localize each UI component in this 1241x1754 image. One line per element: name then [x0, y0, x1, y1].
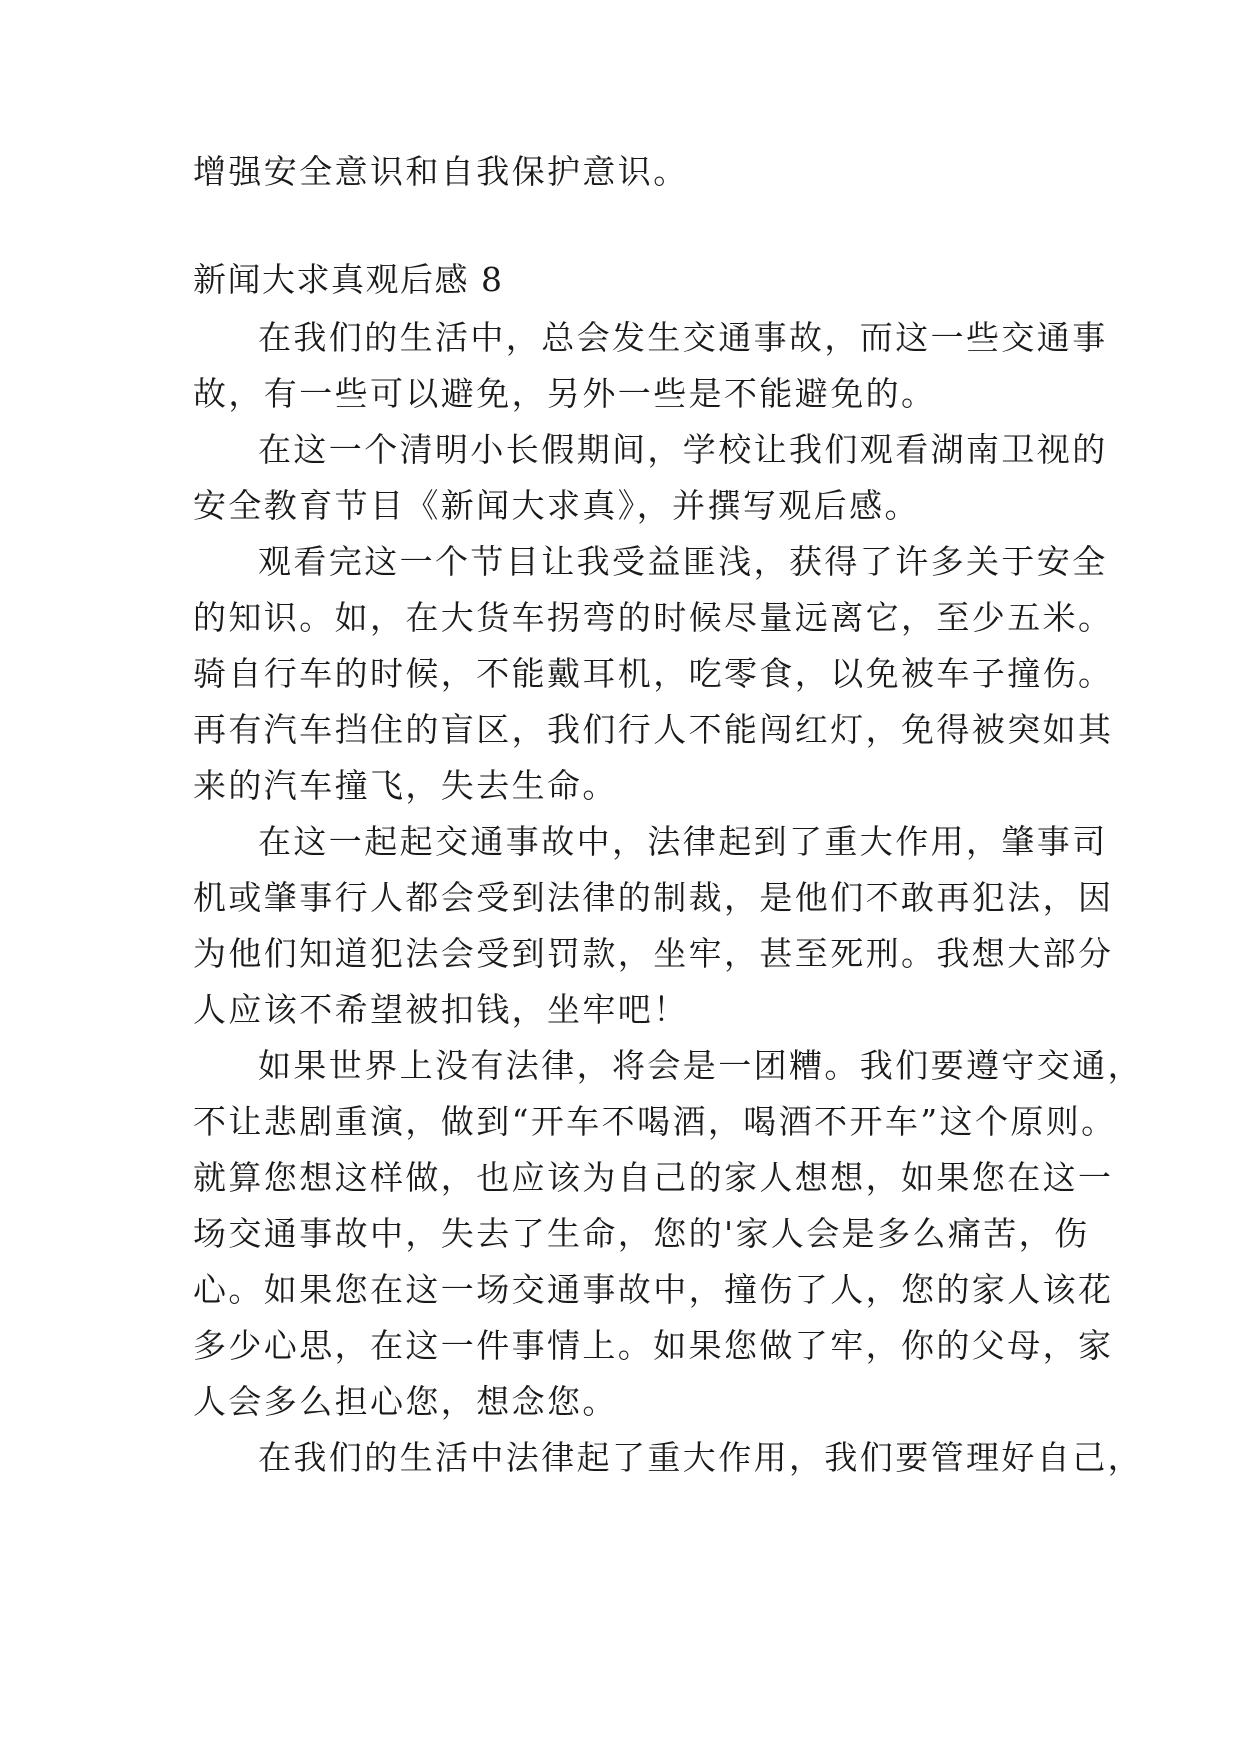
paragraph-line: 不让悲剧重演，做到“开车不喝酒，喝酒不开车”这个原则。	[193, 1102, 1117, 1141]
paragraph-line: 再有汽车挡住的盲区，我们行人不能闯红灯，免得被突如其	[193, 710, 1114, 749]
paragraph-line: 在我们的生活中，总会发生交通事故，而这一些交通事	[258, 318, 1108, 357]
section-title: 新闻大求真观后感 8	[193, 260, 504, 299]
paragraph-line: 如果世界上没有法律，将会是一团糟。我们要遵守交通，	[258, 1046, 1143, 1085]
paragraph-line: 安全教育节目《新闻大求真》，并撰写观后感。	[193, 486, 920, 525]
paragraph-line: 人应该不希望被扣钱，坐牢吧！	[193, 990, 689, 1029]
paragraph-line: 心。如果您在这一场交通事故中，撞伤了人，您的家人该花	[193, 1270, 1114, 1309]
paragraph-line: 故，有一些可以避免，另外一些是不能避免的。	[193, 374, 937, 413]
paragraph-line: 人会多么担心您，想念您。	[193, 1382, 618, 1421]
paragraph-line: 机或肇事行人都会受到法律的制裁，是他们不敢再犯法，因	[193, 878, 1114, 917]
paragraph-line: 在我们的生活中法律起了重大作用，我们要管理好自己，	[258, 1438, 1143, 1477]
paragraph-line: 在这一个清明小长假期间，学校让我们观看湖南卫视的	[258, 430, 1108, 469]
paragraph-line: 的知识。如，在大货车拐弯的时候尽量远离它，至少五米。	[193, 598, 1114, 637]
paragraph-line: 就算您想这样做，也应该为自己的家人想想，如果您在这一	[193, 1158, 1114, 1197]
paragraph-line: 观看完这一个节目让我受益匪浅，获得了许多关于安全	[258, 542, 1108, 581]
paragraph-line: 增强安全意识和自我保护意识。	[193, 152, 689, 191]
paragraph-line: 来的汽车撞飞，失去生命。	[193, 766, 618, 805]
paragraph-line: 多少心思，在这一件事情上。如果您做了牢，你的父母，家	[193, 1326, 1114, 1365]
paragraph-line: 骑自行车的时候，不能戴耳机，吃零食，以免被车子撞伤。	[193, 654, 1114, 693]
paragraph-line: 为他们知道犯法会受到罚款，坐牢，甚至死刑。我想大部分	[193, 934, 1114, 973]
paragraph-line: 在这一起起交通事故中，法律起到了重大作用，肇事司	[258, 822, 1108, 861]
paragraph-line: 场交通事故中，失去了生命，您的'家人会是多么痛苦，伤	[193, 1214, 1090, 1253]
